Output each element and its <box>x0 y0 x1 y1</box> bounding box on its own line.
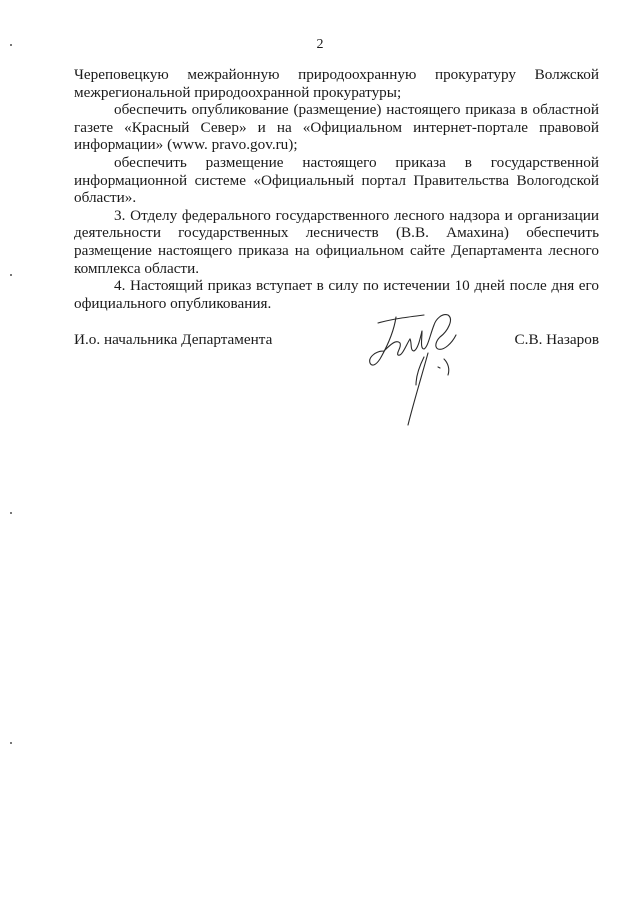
margin-mark <box>10 512 12 514</box>
paragraph-portal: обеспечить размещение настоящего приказа в государственной информационной системе «Официальный портал Правительства Вологодской области». <box>74 153 599 207</box>
signatory-name: С.В. Назаров <box>514 331 599 348</box>
paragraph-publication: обеспечить опубликование (размещение) настоящего приказа в областной газете «Красный Север» и на «Официальном интернет-портале правовой информации» (www. pravo.gov.ru); <box>74 101 599 154</box>
margin-mark <box>10 44 12 46</box>
handwritten-signature-icon <box>364 305 474 430</box>
margin-mark <box>10 274 12 276</box>
signatory-position: И.о. начальника Департамента <box>74 331 273 348</box>
paragraph-item-3: 3. Отделу федерального государственного лесного надзора и организации деятельности государственных лесничеств (В.В. Амахина) обеспечить размещение настоящего приказа на официальном сайте Департамента лесного комплекса области. <box>74 206 599 277</box>
paragraph-item-4: 4. Настоящий приказ вступает в силу по истечении 10 дней после дня его официального опубликования. <box>74 277 599 312</box>
margin-mark <box>10 742 12 744</box>
paragraph-continuation: Череповецкую межрайонную природоохранную прокуратуру Волжской межрегиональной природоохранной прокуратуры; <box>74 66 599 101</box>
document-body <box>74 66 599 312</box>
page-number: 2 <box>316 37 324 52</box>
